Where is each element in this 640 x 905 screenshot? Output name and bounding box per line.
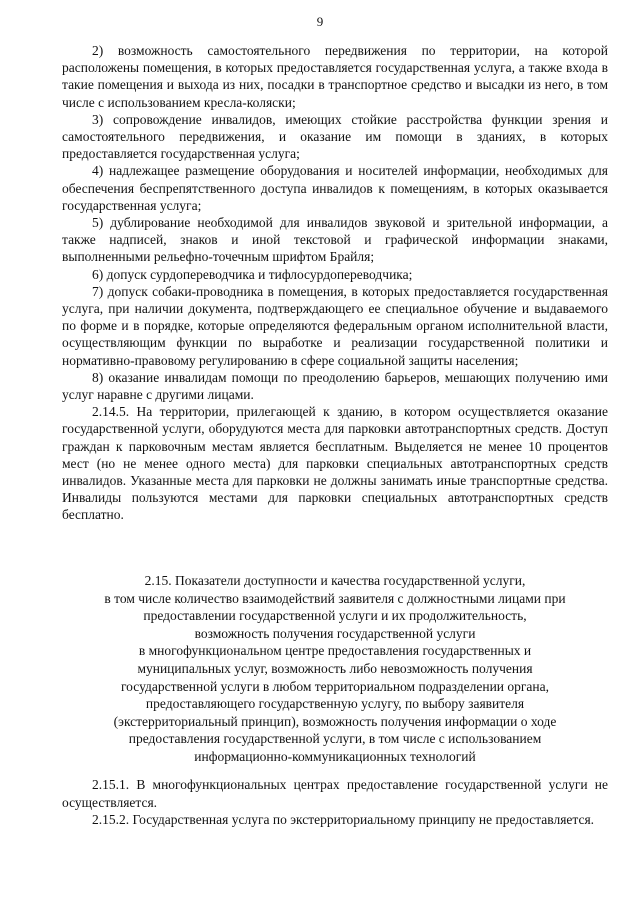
paragraph-2-15-2: 2.15.2. Государственная услуга по экстерриториальному принципу не предоставляется.: [92, 812, 595, 828]
heading-line: предоставлении государственной услуги и их продолжительность,: [143, 608, 527, 624]
paragraph-2-14-5: 2.14.5. На территории, прилегающей к зданию, в котором осуществляется оказание государственной услуги, оборудуются места для парковки автотранспортных средств. Доступ граждан к парковочным местам является бесплатным. Выделяется не менее 10 процентов мест (но не менее одного места) для парковки специальных автотранспортных средств инвалидов. Указанные места для парковки не должны занимать иные транспортные средства. Инвалиды пользуются местами для парковки специальных автотранспортных средств бесплатно.: [62, 404, 608, 523]
paragraph-item-3: 3) сопровождение инвалидов, имеющих стойкие расстройства функции зрения и самостоятельного передвижения, и оказание им помощи в зданиях, в которых предоставляется государственная услуга;: [62, 111, 608, 162]
heading-line: в многофункциональном центре предоставления государственных и: [138, 643, 532, 659]
heading-line: 2.15. Показатели доступности и качества государственной услуги,: [144, 573, 526, 588]
page-number: 9: [316, 14, 324, 29]
heading-line: (экстерриториальный принцип), возможность получения информации о ходе: [113, 713, 557, 729]
heading-line: в том числе количество взаимодействий заявителя с должностными лицами при: [104, 590, 566, 606]
heading-line: предоставления государственной услуги, в том числе с использованием: [128, 731, 542, 747]
body-text: [62, 42, 608, 524]
heading-line: муниципальных услуг, возможность либо невозможность получения: [137, 660, 533, 676]
heading-line: возможность получения государственной услуги: [194, 625, 476, 641]
heading-line: государственной услуги в любом территориальном подразделении органа,: [120, 678, 550, 694]
heading-line: предоставляющего государственную услугу, по выбору заявителя: [145, 696, 525, 712]
paragraph-item-2: 2) возможность самостоятельного передвижения по территории, на которой расположены помещения, в которых предоставляется государственная услуга, а также входа в такие помещения и выхода из них, посадки в транспортное средство и высадки из него, в том числе с использованием кресла-коляски;: [62, 43, 608, 110]
paragraph-item-8: 8) оказание инвалидам помощи по преодолению барьеров, мешающих получению ими услуг наравне с другими лицами.: [62, 369, 608, 403]
paragraph-item-5: 5) дублирование необходимой для инвалидов звуковой и зрительной информации, а также надписей, знаков и иной текстовой и графической информации знаками, выполненными рельефно-точечным шрифтом Брайля;: [62, 215, 608, 265]
paragraph-2-15-1: 2.15.1. В многофункциональных центрах предоставление государственной услуги не осуществляется.: [62, 777, 608, 810]
heading-line: информационно-коммуникационных технологий: [194, 748, 476, 764]
paragraph-item-4: 4) надлежащее размещение оборудования и носителей информации, необходимых для обеспечения беспрепятственного доступа инвалидов к помещениям, в которых оказывается государственная услуга;: [62, 163, 608, 213]
paragraph-item-7: 7) допуск собаки-проводника в помещения, в которых предоставляется государственная услуга, при наличии документа, подтверждающего ее специальное обучение и выдаваемого по форме и в порядке, которые определяются федеральным органом исполнительной власти, осуществляющим функции по выработке и реализации государственной политики и нормативно-правовому регулированию в сфере социальной защиты населения;: [62, 283, 608, 368]
paragraph-item-6: 6) допуск сурдопереводчика и тифлосурдопереводчика;: [92, 266, 413, 282]
section-heading-2-15: [62, 572, 608, 766]
section-2-15-text: [62, 776, 608, 829]
